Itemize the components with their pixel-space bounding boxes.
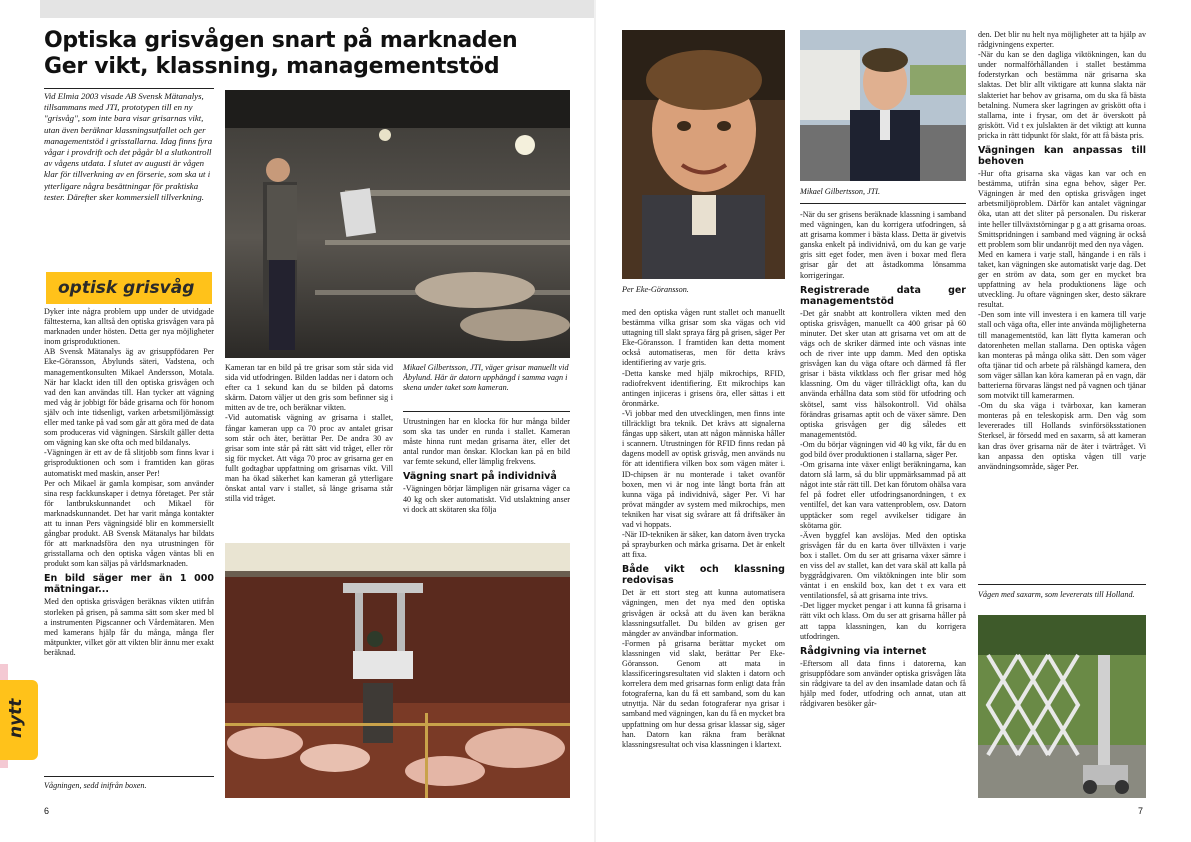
col1-para-3: -Vägningen är ett av de få slitjobb som finns kvar i grisproduktionen och som i framtiden kan göras automatiskt med maskin, anser Per! (44, 448, 214, 478)
col4-para-2: -Detta kanske med hjälp mikrochips, RFID, radiofrekvent identifiering. Ett mikrochips kan antingen injiceras i grisens öra, eller sättas i ett öronmärke. (622, 368, 785, 408)
side-tab-label: nytt (6, 698, 26, 738)
caption-rule-box (44, 776, 214, 777)
col4-subhead: Både vikt och klassning redovisas (622, 564, 785, 587)
top-band (40, 0, 595, 18)
photo-barn-weighing (225, 90, 570, 358)
col6-para-6: -Om du ska väga i tvärboxar, kan kameran monteras på en teleskopisk arm. Den våg som levererades till Hollands svinförsöksstationen Sterksel, är försedd med en saxarm, så att kameran kan dras över grisarna när de äter i tvärtråget. Vi kan anpassa den optiska vågen till varje användningsområde, säger Per. (978, 401, 1146, 471)
caption-saxarm: Vågen med saxarm, som levererats till Holland. (978, 590, 1135, 599)
col5-para-2: -Det går snabbt att kontrollera vikten med den optiska grisvågen, manuellt ca 400 grisar på 60 minuter. Det sker utan att grisarna vet om att de vägs och de skriker därmed inte och väsnas inte och de river inte upp damm. Med den optiska grisvågen kan du väga oftare och därmed få fler grisar i bästa viktklass och fler grisar med hög klassning. Om du väger tillräckligt ofta, kan du använda erhållna data som stöd för utfodring och skötsel, samt viss hälsokontroll. Vid ohälsa förändras grisarnas aptit och de växer sämre. Den optiska grisvågen ger dig således ett managementstöd. (800, 308, 966, 439)
banner-label: optisk grisvåg (58, 278, 195, 298)
col1-subhead: En bild säger mer än 1 000 mätningar... (44, 573, 214, 596)
col1-para-1: Dyker inte några problem upp under de utvidgade fälttesterna, kan alltså den optiska grisvågen vara på marknaden under hösten. Detta ger nya möjligheter inom grisproduktionen. (44, 307, 214, 347)
column-1 (44, 307, 214, 774)
col3-subhead: Vägning snart på individnivå (403, 471, 557, 483)
caption-mikael-barn: Mikael Gilbertsson, JTI, väger grisar manuellt vid Åbylund. Här är datorn upphängd i samma vagn i skena under taket som kameran. (403, 363, 569, 392)
column-6 (978, 30, 1146, 580)
col1-para-4: Per och Mikael är gamla kompisar, som använder sina resp fackkunskaper i detnya företaget. Per står för lantbrukskunnandet och Mikael för marknadskunnandet. Det har varit många kontakter att tu innan Pers vägningsidé blir en kommersiellt gångbar produkt. AB Svensk Mätanalys har bildats för att marknadsföra den nya utrustningen för grisstallarna och den optiska vågen väntas bli en produkt som kan säljas på världsmarknaden. (44, 478, 214, 569)
col4-para-5: Det är ett stort steg att kunna automatisera vägningen, men det nya med den optiska grisvågen är också att du även kan beräkna klassningsutfallet. Du bilden av grisen ger mängder av användbar information. (622, 588, 785, 638)
column-5 (800, 210, 966, 802)
col4-para-4: -När ID-tekniken är säker, kan datorn även trycka på sprayburken och märka grisarna. Det är enkelt att fixa. (622, 530, 785, 560)
col5-para-6: -Det ligger mycket pengar i att kunna få grisarna i rätt vikt och klass. Om du ser att grisarna håller på att tappa klassningen, kan du korrigera utfodringen. (800, 601, 966, 641)
col5-subhead: Registrerade data ger managementstöd (800, 284, 966, 307)
page-number-left: 6 (44, 806, 50, 816)
caption-mikael: Mikael Gilbertsson, JTI. (800, 187, 881, 196)
col6-para-5: -Den som inte vill investera i en kamera till varje stall och väga ofta, eller inte använda möjligheterna till managementstöd, kan lätt flytta kameran och datorenheten mellan stallarna. Den optiska vågen kan monteras på många olika sätt. Den som väger ofta tjänar tid och arbete på rälshängd kamera, den som väger sällan kan köra kameran på en vagn, där batterierna förvaras längst ned på vagnen och tjänar som motvikt till kamerarmen. (978, 310, 1146, 401)
article-headline (44, 28, 544, 80)
section-banner (46, 272, 212, 304)
caption-box: Vågningen, sedd inifrån boxen. (44, 781, 147, 790)
col6-para-3: -Hur ofta grisarna ska vägas kan var och en bestämma, utifrån sina egna behov, säger Per. Vägningen är med den optiska grisvågen inget arbetsmiljöproblem. Därför kan antalet vägningar öka, utan att det sliter på personalen. Du riskerar inte heller tillväxtstörningar p g a att grisarna oroas. Smittspridningen i samband med vägning är också ett problem som blir undanröjt med den nya vågen. (978, 169, 1146, 249)
col1-para-2: AB Svensk Mätanalys äg av grisuppfödaren Per Eke-Göransson, Åbylunds säteri, Vadstena, och managementkonsulten Mikael Andersson, Motala. När har klackt iden till den optiska grisvågen och vad den kan användas till. Han tycker att vägning med våg är jobbigt för både grisarna och för honom själv och inte tidsenligt, varken arbetsmiljömässigt eller med tanke på vad som går att göra med de data som produceras vid vägningen. Särskilt gäller detta om vägning kan ske ofta och med bildanalys. (44, 347, 214, 448)
col5-para-1: -När du ser grisens beräknade klassning i samband med vägningen, kan du korrigera utfodringen, så att grisarna kommer i bästa klass. Detta är givetvis ganska enkelt på individnivå, om du kan ge varje gris sitt eget foder, men även i boxar med flera grisar går det att åstadkomma lönsamma korrigeringar. (800, 210, 966, 280)
caption-rule-barn (403, 411, 570, 412)
photo-box-weighing (225, 543, 570, 798)
col5-para-4: -Om grisarna inte växer enligt beräkningarna, kan datorn slå larm, så du blir uppmärksammad på att något inte står rätt till. Det kan förutom ohälsa vara fel på fodret eller utfodringsanordningen, t ex ventilfel, det kan vara vattenproblem, osv. Datorn upptäcker som regel avvikelser tidigare än skötarna gör. (800, 460, 966, 530)
column-3 (403, 417, 570, 542)
col4-para-1: med den optiska vågen runt stallet och manuellt bestämma vilka grisar som ska vägas och vid uttagning till slakt spraya färg på grisen, säger Per Eke-Göransson. I framtiden kan detta moment också automatiseras, men för detta krävs identifiering av varje gris. (622, 308, 785, 368)
caption-rule-saxarm (978, 584, 1146, 585)
intro-text: Vid Elmia 2003 visade AB Svensk Mätanalys, tillsammans med JTI, prototypen till en ny "grisvåg", som inte bara visar grisarnas vikt, utan även beräknar klassningsutfallet och ger managementstöd i grisstallarna. Idag finns fyra vågar i provdrift och det pågår bl a slutkontroll av vågens utdata. I slutet av augusti är vågen klar för tillverkning av en förserie, som ska ut i ytterligare några besättningar för praktiska tester. Därefter sker kommersiell tillverkning. (44, 91, 213, 202)
col2-para-1: Kameran tar en bild på tre grisar som står sida vid sida vid utfodringen. Bilden laddas ner i datorn och efter ca 1 sekund kan du se bilden på datorns skärm. Datorn väljer ut den gris som befinner sig i mitten av de tre, och beräknar vikten. (225, 363, 393, 413)
column-2 (225, 363, 393, 543)
col1-para-5: Med den optiska grisvågen beräknas vikten utifrån storleken på grisen, på samma sätt som sker med bl a instrumenten Pigscanner och Vårdemätaren. Men med kamerans hjälp får du många, många fler mätpunkter, vilket gör att vikten blir ännu mer exakt beräknad. (44, 597, 214, 657)
col6-subhead: Vägningen kan anpassas till behoven (978, 145, 1146, 168)
caption-per: Per Eke-Göransson. (622, 285, 689, 294)
side-tab-nytt (0, 680, 38, 760)
col5-para-7: -Eftersom all data finns i datorerna, kan grisuppfödare som använder optiska grisvågen låta sin rådgivare ta del av den insamlade datan och få hjälp med foder, utfodring och annat, utan att rådgivaren besöker går- (800, 658, 966, 709)
col5-para-5: -Även byggfel kan avslöjas. Med den optiska grisvågen får du en karta över tillväxten i varje box i stallet. Om du ser att grisarna växer sämre i en viss del av stallet, kan det vara skäl att kalla på byggrådgivaren. Om viktökningen inte blir som väntat i en enskild box, kan det t ex vara ett ventilationsfel, så att grisarna inte trivs. (800, 530, 966, 601)
column-4 (622, 308, 785, 802)
col2-para-2: -Vid automatisk vägning av grisarna i stallet, fångar kameran upp ca 70 proc av antalet grisar som står och äter, berättar Per. De andra 30 av grisar som inte står på rätt sätt vid tråget, eller rör sig för mycket. Att väga 70 proc av grisarna ger en fullt godtagbar uppfattning om grisarnas vikt. Vill man ha ökad säkerhet kan kameran gå ytterligare önskat antal varv i stallet, så länge grisarna står stilla vid tråget. (225, 413, 393, 504)
intro-top-rule (44, 88, 214, 89)
col6-para-4: Med en kamera i varje stall, hängande i en räls i taket, kan vägningen ske automatiskt varje dag. Det ger en ström av data, som ger en mycket bra uppfattning av hela produktionens läge och utveckling. Ju oftare vägningen sker, desto säkrare resultat. (978, 249, 1146, 310)
headline-line-1: Optiska grisvågen snart på marknaden (44, 28, 518, 53)
col5-subhead-2: Rådgivning via internet (800, 645, 927, 657)
headline-line-2: Ger vikt, klassning, managementstöd (44, 54, 500, 79)
col3-para-1: Utrustningen har en klocka för hur många bilder som ska tas under en runda i stallet. Kameran måste hinna runt medan grisarna äter, eller det antal rundor man önskar. Klockan kan på en bild var femte sekund, eller lämplig frekvens. (403, 417, 570, 467)
photo-mikael-gilbertsson (800, 30, 966, 181)
col4-para-6: -Formen på grisarna berättar mycket om klassningen vid slakt, berättar Per Eke-Göransson. Genom att mata in klassificeringsresultaten vid slakten i datorn och korrelera dem med grisarnas form enligt data från fotograferna, kan du få ett samband, som du kan utnyttja. När du sedan fotograferar nya grisar i samband med vägningen, kan du få en mycket bra uppfattning om hur dessa grisar klassar sig, säger han. Datorn kan räkna fram beräknat klassningsresultat och visa klassningen i klartext. (622, 638, 785, 749)
col4-para-3: -Vi jobbar med den utvecklingen, men finns inte tillräckligt bra teknik. Det krävs att signalerna fångas upp säkert, utan att någon människa håller i scannern. Utrustningen för RFID finns redan på dagens modell av optisk grisvåg, men används nu för att identifiera vilken box som vägen mäter i. ID-chipsen är nu monterade i taket ovanför boxen, men vi är nog inte långt borta från att kunna väga på individnivå, säger Per. Vi har prövat mängder av system med mikrochips, men tekniken har visat sig svårare att få driftsäker än vad vi hoppats. (622, 408, 785, 529)
caption-rule-mikael (800, 203, 966, 204)
col6-para-1: den. Det blir nu helt nya möjligheter att ta hjälp av rådgivningens experter. (978, 30, 1146, 50)
page-gutter (594, 0, 596, 842)
photo-per-eke-goransson (622, 30, 785, 279)
page-number-right: 7 (1138, 806, 1144, 816)
col3-para-2: -Vägningen börjar lämpligen när grisarna väger ca 40 kg och sker automatiskt. Vid utslaktning anser vi dock att skötaren ska följa (403, 484, 570, 514)
col5-para-3: -Om du börjar vägningen vid 40 kg vikt, får du en god bild över produktionen i stallarna, säger Per. (800, 439, 966, 459)
photo-saxarm-scale (978, 615, 1146, 798)
col6-para-2: -När du kan se den dagliga viktökningen, kan du under normalförhållanden i stallet bestämma foderstyrkan och bestämma när grisarna ska slaktas. Det blir allt viktigare att kunna slakta när slakteriet har behov av grisarna, om du ska få bästa betalning. Numera sker lagringen av griskött ofta i stallarna, inte i frysar, om det är överskott på griskött. Vid t ex julslakten är det viktigt att kunna pricka in rätt tidpunkt för slakt, för att få bästa pris. (978, 50, 1146, 140)
